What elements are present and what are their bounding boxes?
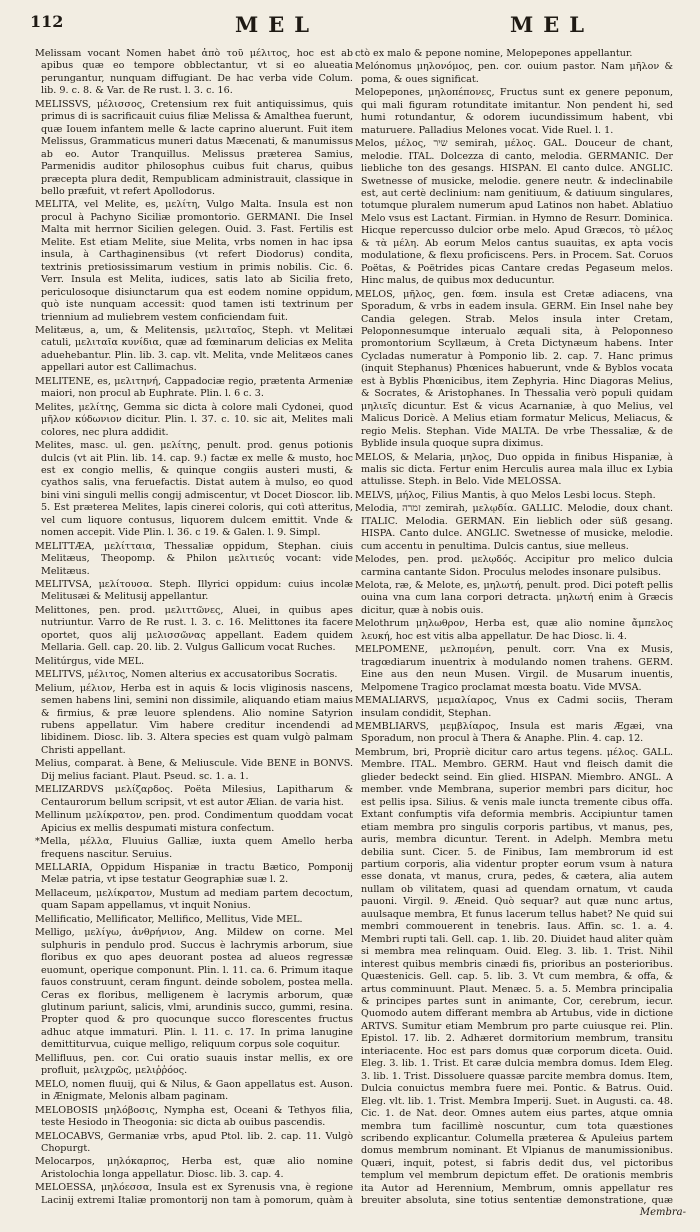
- dictionary-entry: Melocarpos, μηλόκαρπος, Herba est, quæ alio nomine Aristolochia longa appellatur. Diosc. lib. 3. cap. 4.: [35, 1156, 353, 1180]
- running-head-left: MEL: [235, 12, 320, 37]
- dictionary-entry: Melónomus μηλονόμος, pen. cor. ouium pastor. Nam μῆλον & poma, & oues significat.: [355, 61, 673, 85]
- dictionary-entry: Melodia, זמרה zemirah, μελῳδία. GALLIC. Melodie, doux chant. ITALIC. Melodia. GERMAN. Ein lieblich oder süß gesang. HISPA. Canto dulce. ANGLIC. Swetnesse of musicke, melodie. cum accentu in penultima. Dulcis cantus, siue melleus.: [355, 503, 673, 552]
- dictionary-entry: ctò ex malo & pepone nomine, Melopepones appellantur.: [355, 48, 633, 59]
- dictionary-entry: MELITTÆA, μελίτταια, Thessaliæ oppidum, Stephan. ciuis Melitæus, Theopomp. & Philon μελιτιεύς vocant: vide Melitæus.: [35, 540, 353, 577]
- dictionary-entry: Melota, ræ, & Melote, es, μηλωτή, penult. prod. Dici poteft pellis ouina vna cum lana corpori detracta. μηλωτή enim à Græcis dicitur, quæ à nobis ouis.: [355, 580, 673, 616]
- dictionary-entry: Melos, μέλος, שיר semirah, μέλος. GAL. Douceur de chant, melodie. ITAL. Dolcezza di canto, melodia. GERMANIC. Der liebliche ton des gesangs. HISPAN. El canto dulce. ANGLIC. Swetnesse of musicke, melodie. genere neutr. & indeclinabile est, aut certè declinium: nam genitiuum, & datiuum singulares, totumque pluralem numerum apud Latinos non habet. Ablatiuo Melo vsus est Lactant. Firmian. in Hymno de Resurr. Dominica. Hicque repercusso dulcior orbe melo. Apud Græcos, τὸ μέλος & τὰ μέλη. Ab eorum Melos cantus suauitas, ex apta vocis modulatione, & flexu proficiscens. Pers. in Procem. Sat. Coruos Poëtas, & Poëtrides picas Cantare credas Pegaseum melos. Hinc malus, de quibus mox deducuntur.: [355, 138, 673, 287]
- dictionary-entry: MELITENE, es, μελιτηνή, Cappadociæ regio, prætenta Armeniæ maiori, non procul ab Euphrate. Plin. l. 6 c. 3.: [35, 375, 353, 400]
- dictionary-entry: MELOS, & Melaria, μηλος, Duo oppida in finibus Hispaniæ, à malis sic dicta. Fertur enim Herculis aurea mala illuc ex Lybia attulisse. Steph. in Belo. Vide MELOSSA.: [355, 451, 673, 488]
- dictionary-entry: Melissam vocant Nomen habet ἀπὸ τοῦ μέλιτος, hoc est ab apibus quæ eo tempore obblectantur, vt si eo alueatia perungantur, nunquam diffugiant. De hac verba vide Colum. lib. 9. c. 8. & Var. de Re rust. l. 3. c. 16.: [35, 48, 353, 97]
- dictionary-entry: MEMBLIARVS, μεμβλίαρος, Insula est maris Ægæi, vna Sporadum, non procul à Thera & Anaphe. Plin. 4. cap. 12.: [355, 721, 673, 745]
- dictionary-entry: Melopepones, μηλοπέπονες, Fructus sunt ex genere peponum, qui mali figuram rotunditate imitantur. Non pendent hi, sed humi rotundantur, & odorem iucundissimum habent, vbi maturuere. Palladius Melones vocat. Vide Ruel. l. 1.: [355, 87, 673, 136]
- catchword: Membra-: [639, 1207, 686, 1218]
- dictionary-entry: MELITA, vel Melite, es, μελίτη, Vulgo Malta. Insula est non procul à Pachyno Siciliæ promontorio. GERMANI. Die Insel Malta mit herrnor Sicilien gelegen. Ouid. 3. Fast. Fertilis est Melite. Est etiam Melite, siue Melita, vrbs nomen in hac ipsa insula, à Carthaginensibus (vt refert Diodorus) condita, textrinis pretiosissimarum vestium in primis nobilis. Cic. 6. Verr. Insula est Melita, iudices, satis lato ab Sicilia freto, periculosoque disiunctarum qua est eodem nomine oppidum, quò iste nunquam accessit: quod tamen isti textrinum per triennium ad muliebrem vestem conficiendam fuit.: [35, 199, 353, 323]
- dictionary-entry: Melitúrgus, vide MEL.: [35, 655, 145, 667]
- left-column: [35, 48, 353, 1208]
- dictionary-entry: Melius, comparat. à Bene, & Meliuscule. Vide BENE in BONVS. Dij melius faciant. Plaut. Pseud. sc. 1. a. 1.: [35, 758, 353, 782]
- dictionary-entry: Membrum, bri, Propriè dicitur caro artus tegens. μέλος. GALL. Membre. ITAL. Membro. GERM. Haut vnd fleisch damit die glieder bedeckt seind. Ein glied. HISPAN. Miembro. ANGL. A member. vnde Membrana, superior membri pars dicitur, hoc est pellis ipsa. Silius. & venis male iuncta tremente cibus offa. Extant confumptis vifa deformia membris. Accipiuntur tamen etiam membra pro singulis corporis partibus, vt manus, pes, auris, membra dicuntur. Terent. in Adelph. Membra metu debilia sunt. Cicer. 5. de Finibus, Iam membrorum id est partium corporis, alia videntur propter eorum vsum à natura esse donata, vt manus, crura, pedes, & cætera, alia autem nullam ob vilitatem, quasi ad quendam ornatum, vt cauda pauoni. Virgil. 9. Æneid. Quò sequar? aut quæ nunc artus, auulsaque membra, Et funus lacerum tellus habet? Ne quid sui membri commouerent in tenebris. Iaus. Affin. sc. 1. a. 4. Membri rupti tali. Gell. cap. 1. lib. 20. Diuidet haud aliter quàm si membra mea relinquam. Ouid. Eleg. 3. lib. 1. Trist. Nihil interest quibus membris cinædi fis, prioribus an posterioribus. Quæstenicis. Gell. cap. 5. lib. 3. Vt cum membra, & offa, & artus comminuunt. Plaut. Menæc. 5. a. 5. Membra principalia & principes partes sunt in animante, Cor, cerebrum, iecur. Quomodo autem differant membra ab Artubus, vide in dictione ARTVS. Sumitur etiam Membrum pro parte cuiusque rei. Plin. Epistol. 17. lib. 2. Adhæret dormitorium membrum, transitu interiacente. Hoc est pars domus quæ corporum diceta. Ouid. Eleg. 3. lib. 1. Trist. Et caræ dulcia membra domus. Idem Eleg. 3. lib. 1. Trist. Dissoluere quassæ parcite membra domus. Item, Dulcia conuictus membra fuere mei. Pontic. & Batrus. Ouid. Eleg. vlt. lib. 1. Trist. Membra Imperij. Suet. in Augusti. ca. 48. Cic. 1. de Nat. deor. Omnes autem eius partes, atque omnia membra tum facillimè noscuntur, cum tota quæstiones scribendo explicantur. Columella præterea & Apuleius partem domus membrum nominant. Et Vlpianus de manumissionibus. Quæri, inquit, potest, si fabris dedit dus, vel pictoribus templum vel membrum depictum effet. De orationis membris ita Autor ad Herennium, Membrum, omnis appellatur res breuiter absoluta, sine totius sententiæ demonstratione, quæ: [355, 746, 673, 1207]
- dictionary-entry: MELISSVS, μέλισσος, Cretensium rex fuit antiquissimus, quis primus di is sacrificauit cuius filiæ Melissa & Amalthea fuerunt, quæ Iouem infantem melle & lacte caprino aluerunt. Fuit item Melissus, Grammaticus muneri datus Mæcenati, & manumissus ab eo. Autor Tranquillus. Melissus præterea Samius, Parmenidis auditor philosophus cuibus fuit charus, quibus præcepta plura dedit, Rempublicam administrauit, classique in bello præfuit, vt refert Apollodorus.: [35, 98, 353, 197]
- dictionary-entry: *Mella, μέλλα, Fluuius Galliæ, iuxta quem Amello herba frequens nascitur. Seruius.: [35, 836, 353, 860]
- dictionary-entry: Melites, masc. ul. gen. μελίτης, penult. prod. genus potionis dulcis (vt ait Plin. lib. 14. cap. 9.) factæ ex melle & musto, hoc est ex congio mellis, & quinque congiis austeri musti, & cyathos salis, vna feruefactis. Distat autem à mulso, eo quod bini vini singuli mellis congij admiscentur, vt Docet Dioscor. lib. 5. Est præterea Melites, lapis cinerei coloris, qui cotì atteritus, vel cum liquore contusus, liquorem dulcem emittit. Vnde & nomen accepit. Vide Plin. l. 36. c 19. & Galen. l. 9. Simpl.: [35, 440, 353, 539]
- page-number: 112: [30, 12, 64, 31]
- dictionary-entry: Mellifluus, pen. cor. Cui oratio suauis instar mellis, ex ore profluit, μελιχρῶς, μελιῤῥόος.: [35, 1052, 353, 1077]
- dictionary-entry: MELVS, μήλος, Filius Mantis, à quo Melos Lesbi locus. Steph.: [355, 489, 656, 501]
- dictionary-entry: MELOCABVS, Germaniæ vrbs, apud Ptol. lib. 2. cap. 11. Vulgò Chopurgt.: [35, 1130, 353, 1154]
- dictionary-entry: MELOS, μῆλος, gen. fœm. insula est Cretæ adiacens, vna Sporadum, & vrbs in eadem insula. GERM. Ein Insel nahe bey Candia gelegen. Strab. Melos insula inter Cretam, Peloponnesumque interualo æquali sita, à Peloponneso promontorium Scyllæum, à Creta Dictynæum habens. Inter Cycladas numeratur à Pomponio lib. 2. cap. 7. Hanc primus (inquit Stephanus) Phœnices habuerunt, vnde & Byblos vocata est à Byblis Phœnicibus, item Zephyria. Hinc Diagoras Melius, & Socrates, & Aristophanes. In Thessalia verò populi quidam μηλιεῖς dicuntur. Est & vicus Acarnaniæ, à quo Melius, vel Malicus Doricè. A Melius etiam formatur Melicus, Meliacus, & regio Melis. Stephan. Vide MALTA. De vrbe Thessaliæ, & de Byblide insula quoque supra diximus.: [355, 288, 673, 450]
- dictionary-entry: MELITVS, μέλιτος, Nomen alterius ex accusatoribus Socratis.: [35, 669, 338, 681]
- running-head-right: MEL: [510, 12, 595, 37]
- dictionary-entry: Mellaceum, μελίκρατον, Mustum ad mediam partem decoctum, quam Sapam appellamus, vt inquit Nonius.: [35, 887, 353, 912]
- dictionary-entry: Mellinum μελίκρατον, pen. prod. Condimentum quoddam vocat Apicius ex mellis despumati mistura confectum.: [35, 810, 353, 834]
- dictionary-entry: Melodes, pen. prod. μελῳδός. Accipitur pro melico dulcia carmina cantante Sidon. Proculus melodes insonare pulsibus.: [355, 554, 673, 578]
- dictionary-entry: MELOESSA, μηλόεσσα, Insula est ex Syrenusis vna, è regione Lacinij extremi Italiæ promontorij non tam à pomorum, quàm à: [35, 1182, 353, 1206]
- dictionary-entry: Melittones, pen. prod. μελιττῶνες, Aluei, in quibus apes nutriuntur. Varro de Re rust. l. 3. c. 16. Melittones ita facere oportet, quos alij μελισσῶνας appellant. Eadem quidem Mellaria. Gell. cap. 20. lib. 2. Vulgus Gallicum vocat Ruches.: [35, 604, 353, 654]
- dictionary-entry: MEMALIARVS, μεμαλίαρος, Vnus ex Cadmi sociis, Theram insulam condidit, Stephan.: [355, 695, 673, 719]
- dictionary-entry: Melothrum μηλωθρον, Herba est, quæ alio nomine ἄμπελος λευκή, hoc est vitis alba appellatur. De hac Diosc. li. 4.: [355, 618, 673, 642]
- right-column: [355, 48, 673, 1208]
- dictionary-entry: Melligo, μελίγω, ἀνθρήνιον, Ang. Mildew on corne. Mel sulphuris in pendulo prod. Succus è lachrymis arborum, siue floribus ex quo apes deuorant postea ad alueos regressæ euomunt, operique componunt. Plin. l. 11. ca. 6. Primum itaque fauos construunt, ceram fingunt. deinde sobolem, postea mella. Ceras ex floribus, melligenem è lacrymis arborum, quæ glutinum pariunt, salicis, vlmi, arundinis succo, gummi, resina. Propter quod & pro quocunque succo florescentes fructus adhuc atque immaturi. Plin. l. 11. c. 17. In prima lanugine demittiturvua, cuique melligo, reliquum corpus sole coquitur.: [35, 927, 353, 1051]
- page-header: [0, 0, 700, 44]
- dictionary-entry: MELO, nomen fluuij, qui & Nilus, & Gaon appellatus est. Auson. in Ænigmate, Melonis albam paginam.: [35, 1078, 353, 1103]
- dictionary-entry: MELOBOSIS μηλόβοσις, Nympha est, Oceani & Tethyos filia, teste Hesiodo in Theogonia: sic dicta ab ouibus pascendis.: [35, 1104, 353, 1129]
- dictionary-entry: Melites, μελίτης, Gemma sic dicta à colore mali Cydonei, quod μῆλον κύδωνιον dicitur. Plin. l. 37. c. 10. sic ait, Melites mali colores, nec plura addidit.: [35, 401, 353, 438]
- dictionary-entry: MELLARIA, Oppidum Hispaniæ in tractu Bætico, Pomponij Melæ patria, vt ipse testatur Geographiæ suæ l. 2.: [35, 862, 353, 886]
- dictionary-entry: Melium, μέλιον, Herba est in aquis & locis vliginosis nascens, semen habens lini, semini non dissimile, aliquando etiam maius & firmius, & præ leuore splendens. Alio nomine Satyrion rubens appellatur. Vim habere creditur incendendi ad libidinem. Diosc. lib. 3. Altera species est quam vulgò palmam Christi appellant.: [35, 682, 353, 756]
- dictionary-entry: MELITVSA, μελίτουσα. Steph. Illyrici oppidum: cuius incolæ Melitusæi & Melitusij appellantur.: [35, 579, 353, 603]
- dictionary-entry: Melitæus, a, um, & Melitensis, μελιταῖος, Steph. vt Melitæi catuli, μελιταῖα κυνίδια, quæ ad fœminarum delicias ex Melita aduehebantur. Plin. lib. 3. cap. vlt. Melita, vnde Melitæos canes appellari autor est Callimachus.: [35, 324, 353, 374]
- dictionary-entry: MELIZARDVS μελίζαρδος. Poëta Milesius, Lapitharum & Centaurorum bellum scripsit, vt est autor Ælian. de varia hist.: [35, 784, 353, 808]
- dictionary-entry: Mellificatio, Mellificator, Mellifico, Mellitus, Vide MEL.: [35, 913, 303, 925]
- dictionary-entry: MELPOMENE, μελπομένη, penult. corr. Vna ex Musis, tragœdiarum inuentrix à modulando nomen trahens. GERM. Eine aus den neun Musen. Virgil. de Musarum inuentis, Melpomene Tragico proclamat mœsta boatu. Vide MVSA.: [355, 644, 673, 693]
